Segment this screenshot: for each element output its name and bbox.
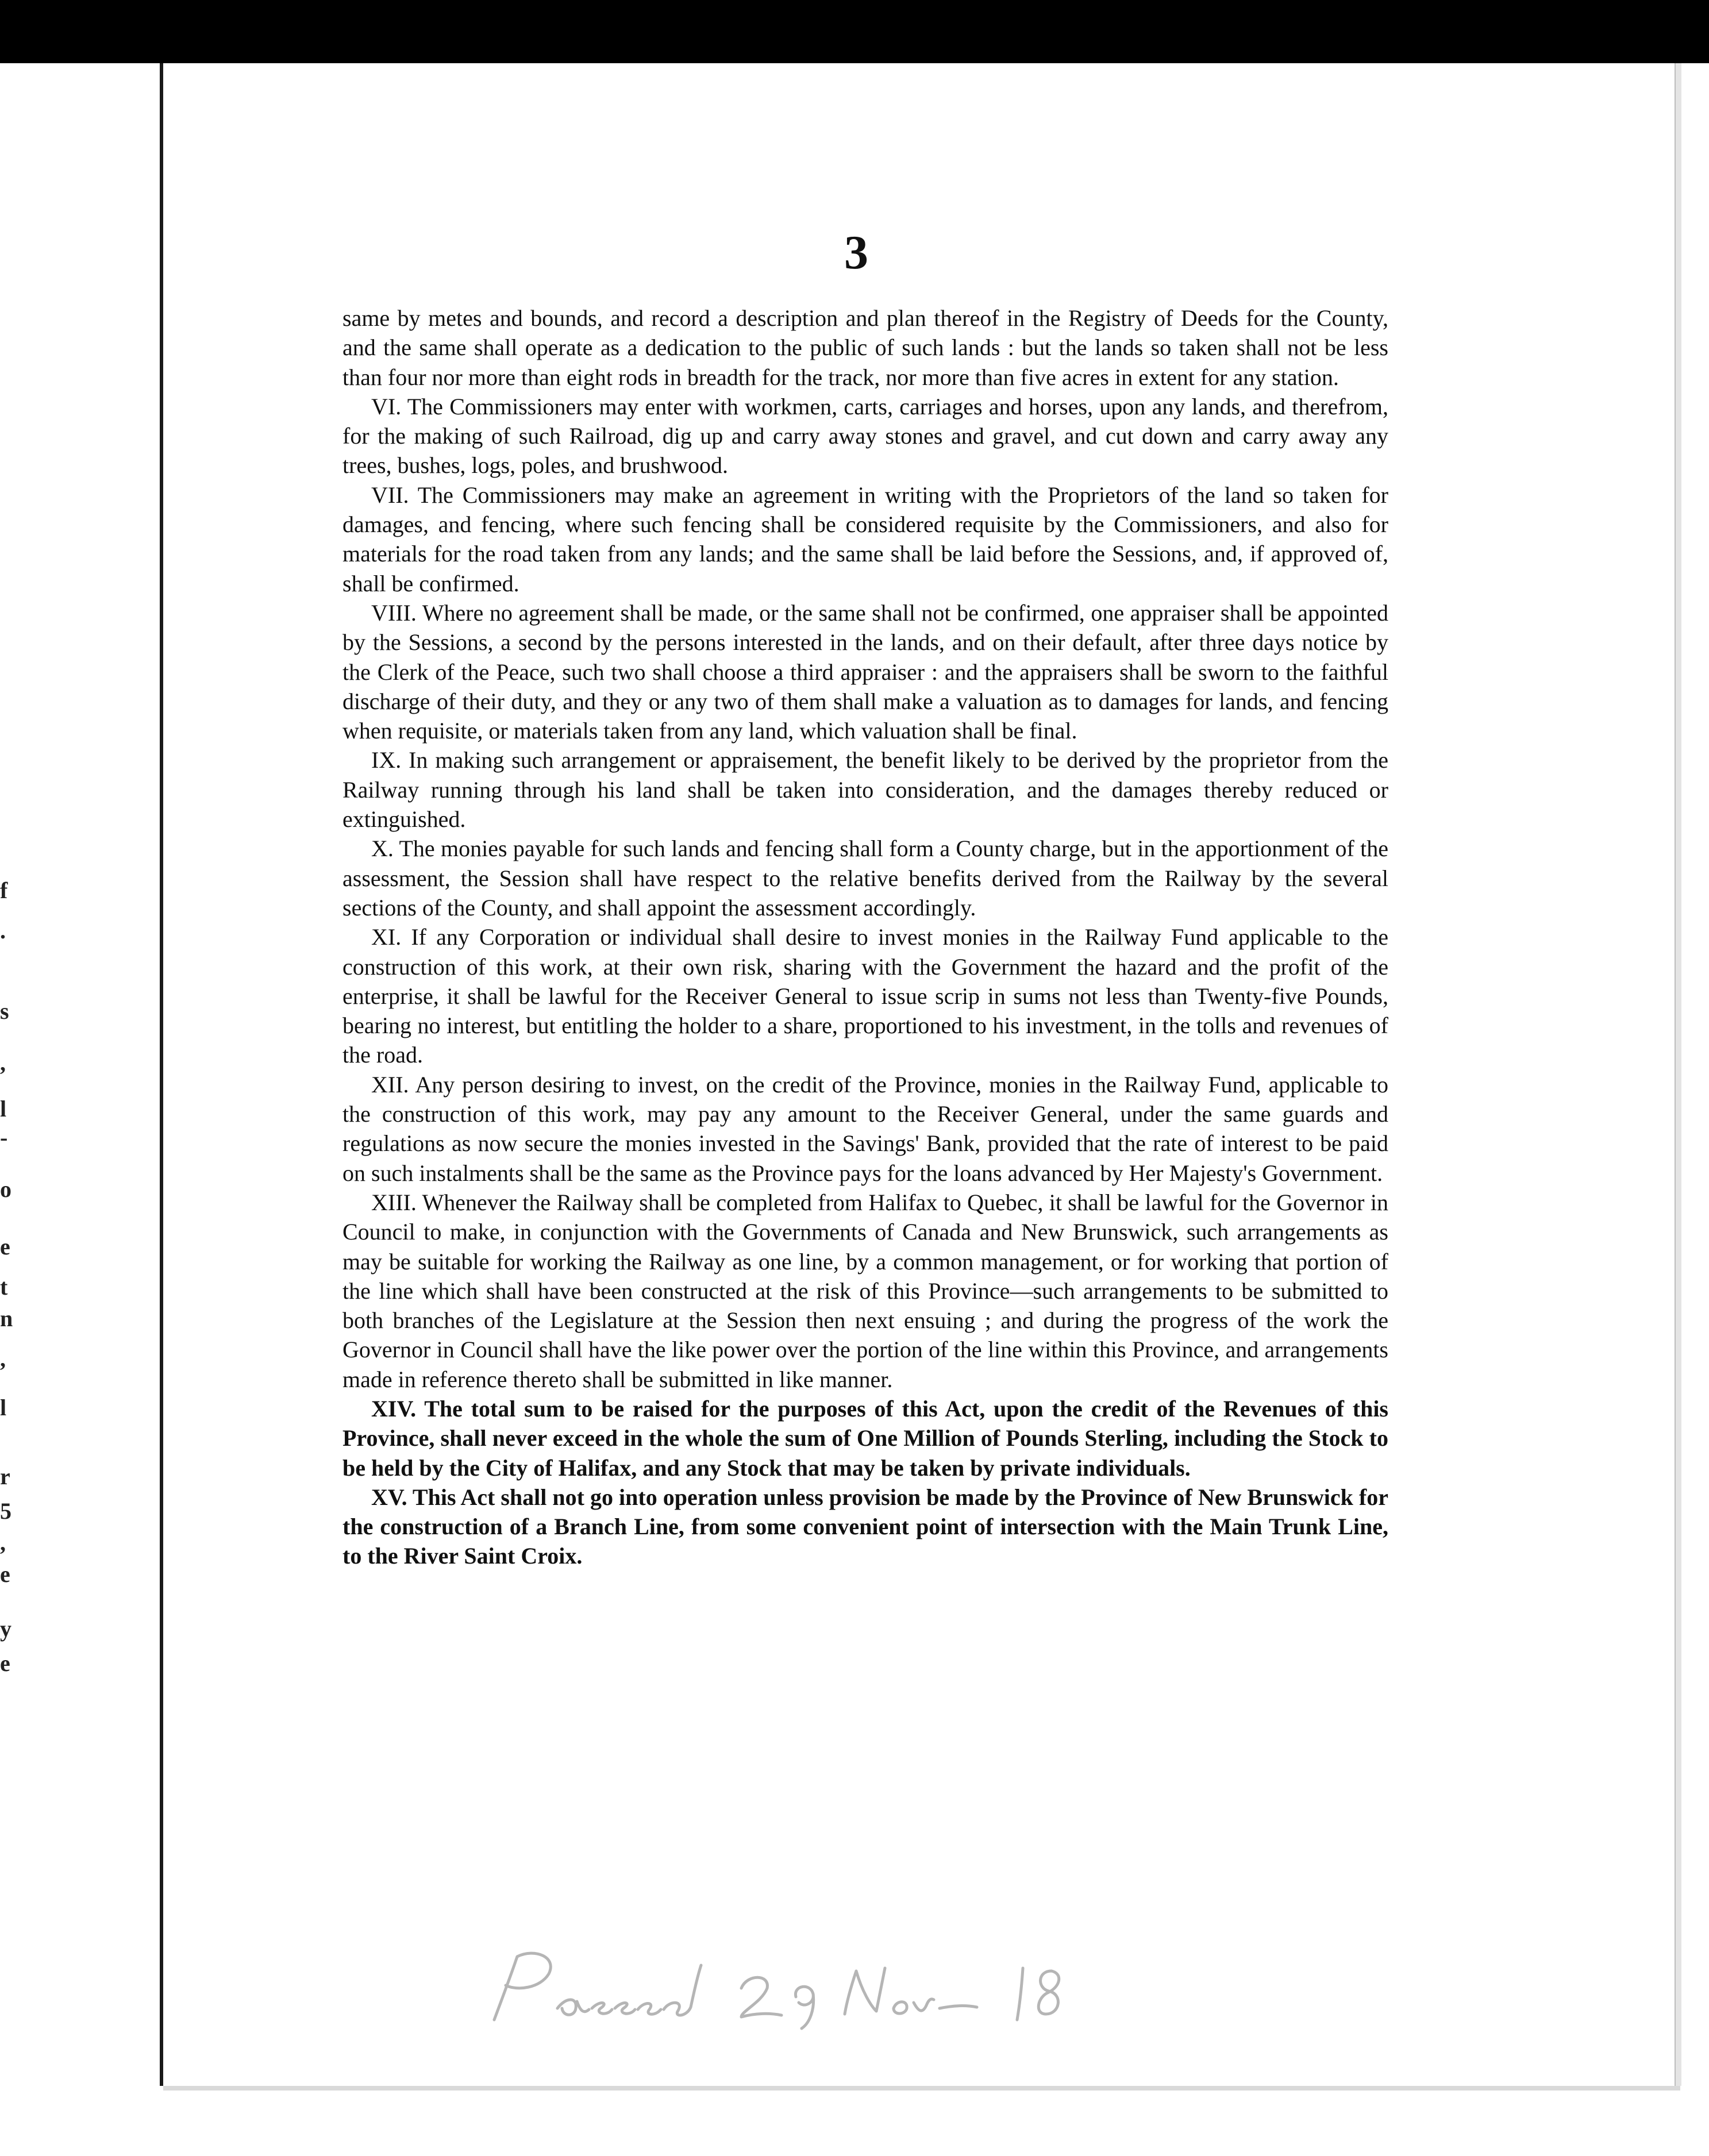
page-number: 3 — [844, 226, 868, 279]
scan-top-border — [0, 0, 1709, 63]
act-paragraph: VIII. Where no agreement shall be made, or the same shall not be confirmed, one appraiser shall be appointed by the Sessions, a second by the persons interested in the lands, and on their default, after three days notice by the Clerk of the Peace, such two shall choose a third appraiser : and the appraisers shall be sworn to the faithful discharge of their duty, and they or any two of them shall make a valuation as to damages for lands, and fencing when requisite, or materials taken from any land, which valuation shall be final. — [342, 599, 1388, 744]
act-body-text — [342, 303, 1388, 1571]
act-paragraph: X. The monies payable for such lands and fencing shall form a County charge, but in the apportionment of the assessment, the Session shall have respect to the relative benefits derived from the Railway by the several sections of the County, and shall appoint the assessment accordingly. — [342, 836, 1388, 921]
adjacent-page-mark: l — [0, 1096, 7, 1122]
page-right-edge — [1675, 63, 1681, 2086]
page-bottom-edge — [163, 2086, 1680, 2090]
adjacent-page-mark: r — [0, 1464, 10, 1489]
adjacent-page-mark: o — [0, 1176, 11, 1202]
act-paragraph: VI. The Commissioners may enter with workmen, carts, carriages and horses, upon any lands, and therefrom, for the making of such Railroad, dig up and carry away stones and gravel, and cut down and carry away any trees, bushes, logs, poles, and brushwood. — [342, 393, 1388, 479]
adjacent-page-mark: , — [0, 1346, 6, 1372]
adjacent-page-mark: - — [0, 1125, 8, 1150]
act-paragraph: XI. If any Corporation or individual shall desire to invest monies in the Railway Fund applicable to the construction of this work, at their own risk, sharing with the Government the hazard and the profit of the enterprise, it shall be lawful for the Receiver General to issue scrip in sums not less than Twenty-five Pounds, bearing no interest, but entitling the holder to a share, proportioned to his investment, in the tolls and revenues of the road. — [342, 924, 1388, 1068]
act-paragraph: XV. This Act shall not go into operation unless provision be made by the Province of New Brunswick for the construction of a Branch Line, from some convenient point of intersection with the Main Trunk Line, to the River Saint Croix. — [342, 1484, 1388, 1569]
adjacent-page-mark: e — [0, 1561, 10, 1587]
act-paragraph: same by metes and bounds, and record a description and plan thereof in the Registry of Deeds for the County, and the same shall operate as a dedication to the public of such lands : but the lands so taken shall not be less than four nor more than eight rods in breadth for the track, nor more than five acres in extent for any station. — [342, 305, 1388, 390]
act-paragraph: XII. Any person desiring to invest, on the credit of the Province, monies in the Railway Fund, applicable to the construction of this work, may pay any amount to the Receiver General, under the same guards and regulations as now secure the monies invested in the Savings' Bank, provided that the rate of interest to be paid on such instalments shall be the same as the Province pays for the loans advanced by Her Majesty's Government. — [342, 1071, 1388, 1186]
handwritten-inscription — [471, 1945, 1161, 2031]
act-paragraph: XIV. The total sum to be raised for the purposes of this Act, upon the credit of the Revenues of this Province, shall never exceed in the whole the sum of One Million of Pounds Sterling, including the Stock to be held by the City of Halifax, and any Stock that may be taken by private individuals. — [342, 1395, 1388, 1481]
adjacent-page-mark: n — [0, 1306, 13, 1331]
act-paragraph: VII. The Commissioners may make an agreement in writing with the Proprietors of the land so taken for damages, and fencing, where such fencing shall be considered requisite by the Commissioners, and also for materials for the road taken from any lands; and the same shall be laid before the Sessions, and, if approved of, shall be confirmed. — [342, 482, 1388, 596]
adjacent-page-mark: s — [0, 998, 9, 1024]
adjacent-page-mark: 5 — [0, 1498, 11, 1524]
adjacent-page-mark: y — [0, 1616, 11, 1642]
adjacent-page-mark: t — [0, 1274, 8, 1300]
adjacent-page-marks — [0, 63, 158, 2086]
adjacent-page-mark: f — [0, 877, 8, 903]
act-paragraph: IX. In making such arrangement or appraisement, the benefit likely to be derived by the proprietor from the Railway running through his land shall be taken into consideration, and the damages thereby reduced or extinguished. — [342, 747, 1388, 833]
adjacent-page-margin — [0, 63, 158, 2086]
act-paragraph: XIII. Whenever the Railway shall be completed from Halifax to Quebec, it shall be lawful for the Governor in Council to make, in conjunction with the Governments of Canada and New Brunswick, such arrangements as may be suitable for working the Railway as one line, by a common management, or for working that portion of the line which shall have been constructed at the risk of this Province—such arrangements to be submitted to both branches of the Legislature at the Session then next ensuing ; and during the progress of the work the Governor in Council shall have the like power over the portion of the line within this Province, and arrangements made in reference thereto shall be submitted in like manner. — [342, 1189, 1388, 1392]
adjacent-page-mark: e — [0, 1234, 10, 1260]
adjacent-page-mark: . — [0, 918, 6, 944]
adjacent-page-mark: , — [0, 1050, 6, 1076]
adjacent-page-mark: l — [0, 1395, 7, 1420]
adjacent-page-mark: , — [0, 1530, 6, 1556]
adjacent-page-mark: e — [0, 1650, 10, 1676]
